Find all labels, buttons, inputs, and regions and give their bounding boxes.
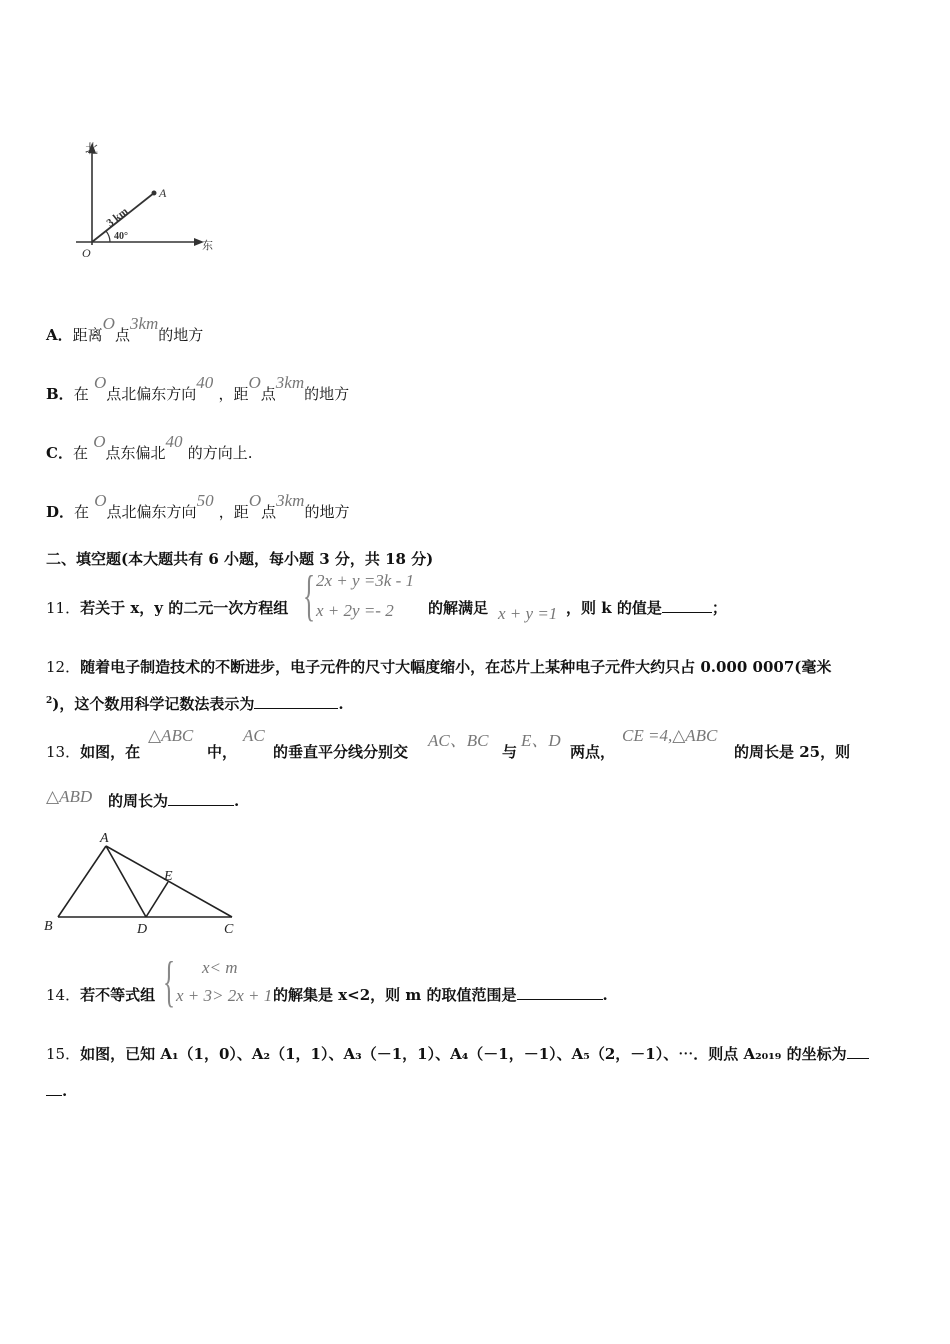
question-13 [46,741,140,762]
q14-text: 若不等式组 [80,986,156,1004]
side-ab [58,846,106,917]
angle-label: 40° [114,231,128,242]
q11-number: 11． [46,599,81,617]
q14-text: 的解集是 x<2，则 m 的取值范围是 [273,986,517,1004]
option-d[interactable] [46,491,350,522]
question-12 [46,656,831,677]
distance-label: 3 km [104,205,131,230]
origin-label: O [82,246,91,260]
q14-end: . [602,986,608,1004]
q15-end: . [62,1082,68,1100]
q12-line-1: 随着电子制造技术的不断进步，电子元件的尺寸大幅度缩小，在芯片上某种电子元件大约只占 0.000 0007(毫米 [80,658,832,676]
option-a-o: O [102,314,115,333]
question-12-line-2 [46,693,344,714]
north-label: 北 [85,141,99,156]
q13-condition: CE =4,△ABC [622,726,718,745]
option-b-text: 点北偏东方向 [106,385,197,403]
q11-text: ； [711,599,727,617]
q12-end: . [338,695,344,713]
q14-answer-blank[interactable] [517,985,603,1000]
option-d-letter: D． [46,503,75,521]
option-a-text: 的地方 [158,326,204,344]
option-a-text: 点 [114,326,130,344]
option-c-text: 的方向上. [187,444,253,462]
q12-number: 12． [46,658,81,676]
q13-answer-blank[interactable] [168,791,234,806]
q11-equation-1: 2x + y =3k - 1 [316,571,414,590]
option-d-o: O [94,491,107,510]
option-a-distance: 3km [129,314,159,333]
point-e-label: E [164,869,173,884]
q14-inequality-1: x< m [202,958,238,977]
option-b-text: 的地方 [304,385,350,403]
option-b-distance: 3km [275,373,305,392]
option-d-text: 点 [261,503,277,521]
option-c-text: 在 [72,444,88,462]
vertex-c-label: C [224,922,234,937]
option-b-text: 在 [73,385,89,403]
q11-answer-blank[interactable] [662,598,712,613]
q13-text: 的周长为 [108,792,169,810]
q11-text: 的解满足 [428,599,489,617]
q13-ac: AC [243,726,265,745]
q11-tail [566,597,727,618]
option-c-text: 点东偏北 [105,444,166,462]
option-b-text: 点 [260,385,276,403]
q11-equation-2: x + 2y =- 2 [316,601,394,620]
question-15-line-2 [46,1081,67,1100]
q13-tail [108,790,239,811]
q12-answer-blank[interactable] [254,694,338,709]
option-b-text: ，距 [218,385,249,403]
q12-line-2: )，这个数用科学记数法表示为 [52,695,255,713]
triangle-figure [40,826,250,941]
angle-arc [106,231,110,242]
q14-brace: { [163,951,176,1013]
option-b-o2: O [248,373,261,392]
option-a-text: 距离 [72,326,103,344]
option-d-text: 在 [74,503,90,521]
option-a[interactable] [46,314,204,345]
q11-brace: { [303,565,316,627]
q11-cond-text [428,597,488,618]
point-d-label: D [137,922,148,937]
option-c-letter: C． [46,444,73,462]
segment-de [146,882,168,917]
question-14 [46,984,155,1005]
q13-text-2: 中， [207,743,238,761]
q14-number: 14． [46,986,81,1004]
q13-text: 如图，在 [80,743,141,761]
option-c[interactable] [46,432,253,463]
option-d-text: 点北偏东方向 [106,503,197,521]
q11-condition: x + y =1 [498,604,558,623]
q13-triangle-abc: △ABC [148,726,194,745]
q13-triangle-abd: △ABD [46,787,93,806]
option-d-o2: O [248,491,262,510]
q13-number: 13． [46,743,81,761]
question-11 [46,597,288,618]
q11-text: ，则 k 的值是 [566,599,662,617]
q15-number: 15． [46,1045,81,1063]
q14-inequality-2: x + 3> 2x + 1 [176,986,273,1005]
option-c-angle: 40 [165,432,183,451]
option-b[interactable] [46,373,350,404]
q12-superscript: 2 [46,696,53,706]
q15-answer-blank-2[interactable] [46,1081,62,1096]
section-heading: 二、填空题(本大题共有 6 小题，每小题 3 分，共 18 分) [46,550,434,568]
q13-points: E、D [521,731,561,750]
q13-text-4: 与 [502,743,518,761]
q13-text-3: 的垂直平分线分别交 [273,743,409,761]
q15-answer-blank-1[interactable] [847,1044,869,1059]
option-b-angle: 40 [196,373,214,392]
option-b-letter: B． [46,385,74,403]
option-a-letter: A． [46,326,73,344]
east-label: 东 [202,240,213,252]
question-15 [46,1043,869,1064]
option-d-angle: 50 [196,491,214,510]
vertex-b-label: B [44,919,53,934]
vertex-a-label: A [100,831,109,846]
option-d-text: ，距 [218,503,249,521]
q13-text-5: 两点， [570,743,616,761]
option-b-o: O [93,373,107,392]
q14-tail [273,984,608,1005]
option-c-o: O [93,432,106,451]
q13-end: . [234,792,240,810]
point-a-dot [152,191,157,196]
q15-text: 如图，已知 A₁（1，0）、A₂（1，1）、A₃（－1，1）、A₄（－1，－1）、A₅（2，－1）、⋯．则点 A₂₀₁₉ 的坐标为 [80,1045,847,1063]
option-d-distance: 3km [276,491,305,510]
q11-text: 若关于 x，y 的二元一次方程组 [80,599,289,617]
q13-sides: AC、BC [428,731,489,750]
point-a-label: A [159,186,167,200]
compass-figure [70,135,220,265]
q13-text-6: 的周长是 25，则 [734,743,851,761]
option-d-text: 的地方 [304,503,350,521]
